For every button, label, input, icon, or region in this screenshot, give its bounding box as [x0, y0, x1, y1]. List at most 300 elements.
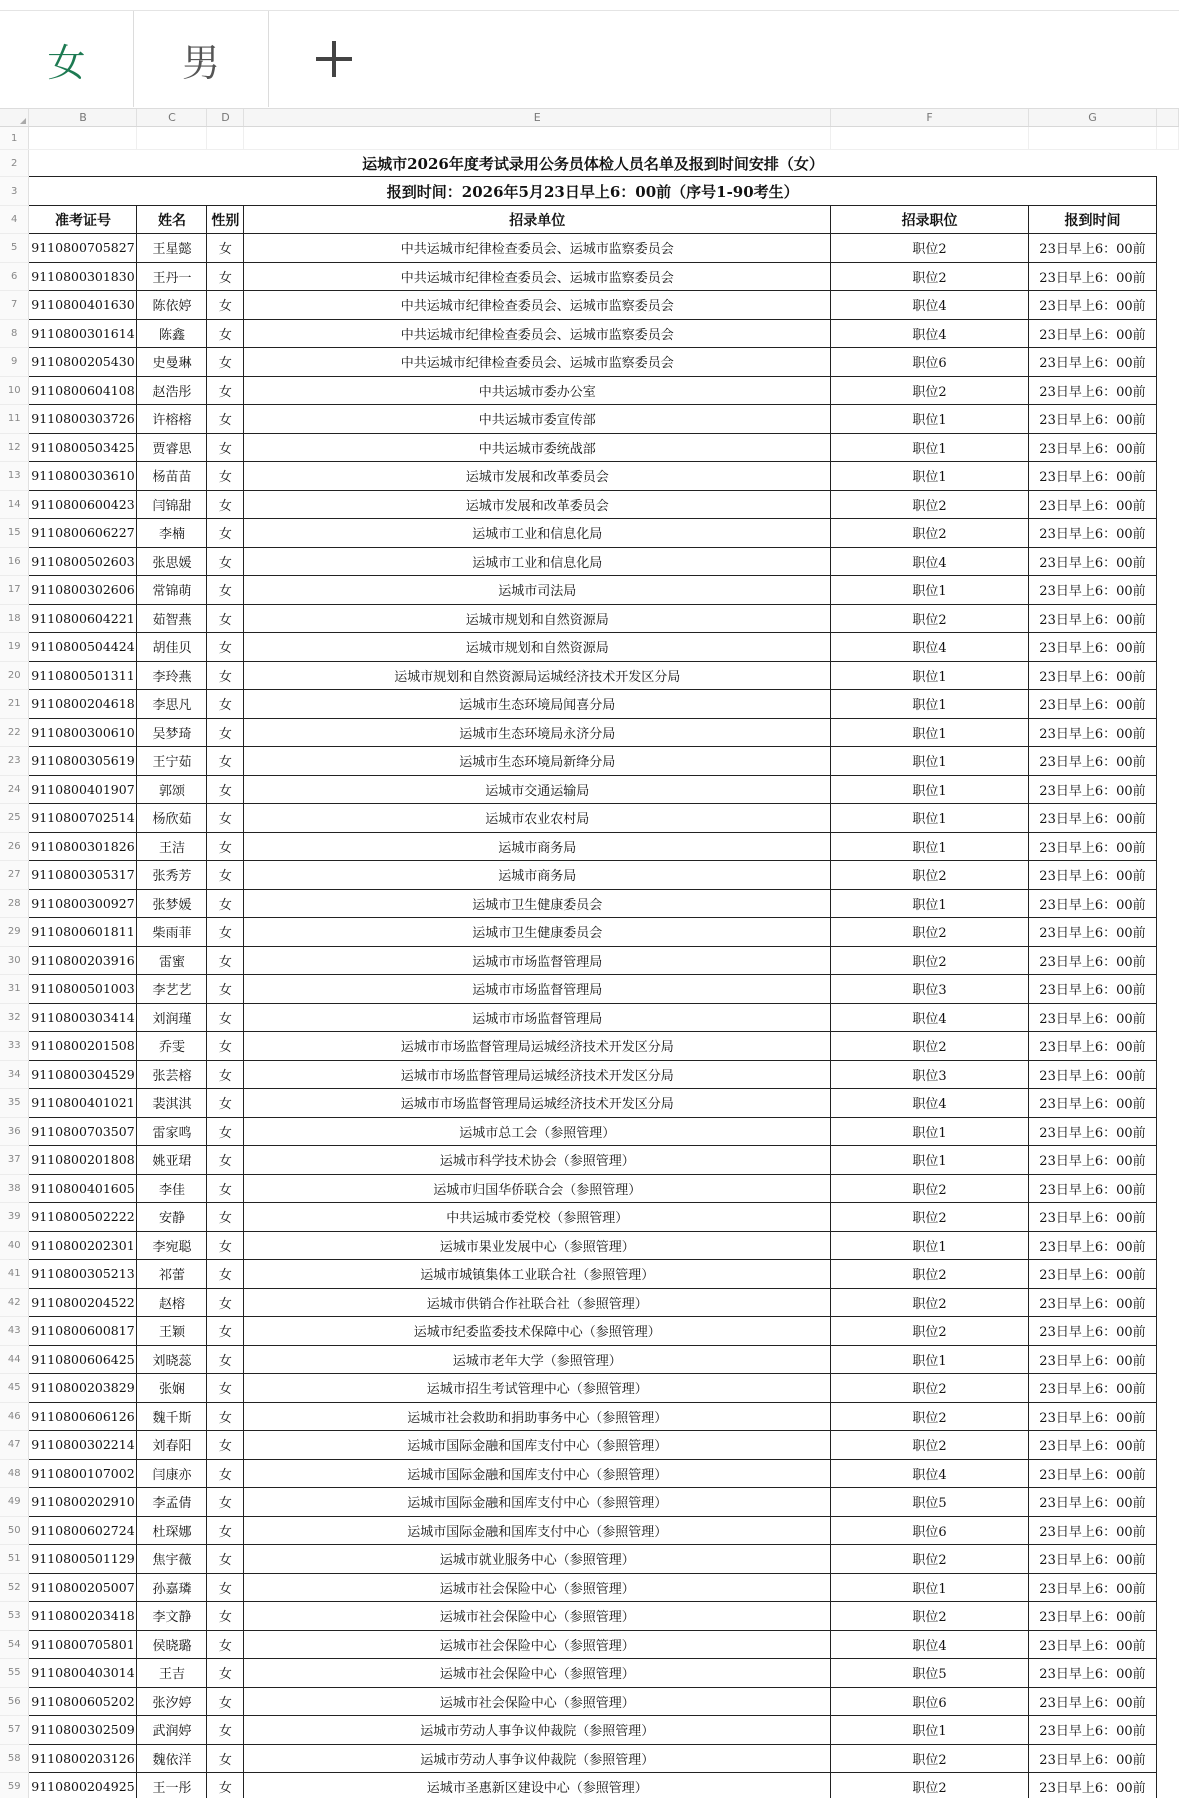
cell-exam-id[interactable]: 9110800203126	[29, 1744, 137, 1773]
row-number[interactable]: 42	[0, 1288, 29, 1317]
cell-gender[interactable]: 女	[207, 1716, 244, 1745]
row-number[interactable]: 17	[0, 576, 29, 605]
column-header-b[interactable]: B	[29, 109, 137, 127]
cell-name[interactable]: 姚亚珺	[137, 1146, 207, 1175]
sheet-tab-female[interactable]: 女	[0, 11, 134, 107]
cell-unit[interactable]: 运城市规划和自然资源局	[244, 604, 831, 633]
cell-gender[interactable]: 女	[207, 1288, 244, 1317]
cell-report-time[interactable]: 23日早上6：00前	[1029, 405, 1157, 434]
cell-exam-id[interactable]: 9110800204618	[29, 690, 137, 719]
cell-report-time[interactable]: 23日早上6：00前	[1029, 291, 1157, 320]
cell-report-time[interactable]: 23日早上6：00前	[1029, 1089, 1157, 1118]
cell-unit[interactable]: 中共运城市委宣传部	[244, 405, 831, 434]
cell-gender[interactable]: 女	[207, 1089, 244, 1118]
cell-unit[interactable]: 运城市圣惠新区建设中心（参照管理）	[244, 1773, 831, 1798]
cell-name[interactable]: 张秀芳	[137, 861, 207, 890]
cell-unit[interactable]: 运城市生态环境局闻喜分局	[244, 690, 831, 719]
cell-exam-id[interactable]: 9110800502603	[29, 547, 137, 576]
row-number[interactable]: 28	[0, 889, 29, 918]
cell-name[interactable]: 赵榕	[137, 1288, 207, 1317]
row-number[interactable]: 48	[0, 1459, 29, 1488]
cell[interactable]	[1156, 1317, 1178, 1346]
cell-gender[interactable]: 女	[207, 1573, 244, 1602]
cell-unit[interactable]: 运城市司法局	[244, 576, 831, 605]
cell-unit[interactable]: 运城市劳动人事争议仲裁院（参照管理）	[244, 1716, 831, 1745]
cell-name[interactable]: 胡佳贝	[137, 633, 207, 662]
cell-exam-id[interactable]: 9110800301830	[29, 262, 137, 291]
cell-name[interactable]: 刘晓蕊	[137, 1345, 207, 1374]
cell-report-time[interactable]: 23日早上6：00前	[1029, 1146, 1157, 1175]
cell-report-time[interactable]: 23日早上6：00前	[1029, 262, 1157, 291]
cell-exam-id[interactable]: 9110800401630	[29, 291, 137, 320]
cell-exam-id[interactable]: 9110800303610	[29, 462, 137, 491]
row-number[interactable]: 27	[0, 861, 29, 890]
cell-name[interactable]: 柴雨菲	[137, 918, 207, 947]
row-number[interactable]: 30	[0, 946, 29, 975]
cell-exam-id[interactable]: 9110800205007	[29, 1573, 137, 1602]
cell-position[interactable]: 职位2	[831, 1374, 1029, 1403]
cell-unit[interactable]: 运城市社会保险中心（参照管理）	[244, 1602, 831, 1631]
cell[interactable]	[1156, 1174, 1178, 1203]
cell-unit[interactable]: 运城市劳动人事争议仲裁院（参照管理）	[244, 1744, 831, 1773]
cell-report-time[interactable]: 23日早上6：00前	[1029, 1630, 1157, 1659]
cell-unit[interactable]: 运城市总工会（参照管理）	[244, 1117, 831, 1146]
cell-exam-id[interactable]: 9110800501003	[29, 975, 137, 1004]
row-number[interactable]: 35	[0, 1089, 29, 1118]
cell-position[interactable]: 职位1	[831, 690, 1029, 719]
row-number[interactable]: 9	[0, 348, 29, 377]
cell-exam-id[interactable]: 9110800302606	[29, 576, 137, 605]
cell-report-time[interactable]: 23日早上6：00前	[1029, 1659, 1157, 1688]
cell-position[interactable]: 职位6	[831, 1687, 1029, 1716]
row-number[interactable]: 12	[0, 433, 29, 462]
cell-report-time[interactable]: 23日早上6：00前	[1029, 376, 1157, 405]
cell-unit[interactable]: 运城市规划和自然资源局	[244, 633, 831, 662]
cell-gender[interactable]: 女	[207, 1345, 244, 1374]
cell-exam-id[interactable]: 9110800702514	[29, 804, 137, 833]
cell-exam-id[interactable]: 9110800301826	[29, 832, 137, 861]
cell[interactable]	[1156, 234, 1178, 263]
row-number[interactable]: 56	[0, 1687, 29, 1716]
cell-exam-id[interactable]: 9110800600423	[29, 490, 137, 519]
cell-name[interactable]: 贾睿思	[137, 433, 207, 462]
row-number[interactable]: 23	[0, 747, 29, 776]
cell-report-time[interactable]: 23日早上6：00前	[1029, 1687, 1157, 1716]
cell-report-time[interactable]: 23日早上6：00前	[1029, 747, 1157, 776]
cell-unit[interactable]: 运城市国际金融和国库支付中心（参照管理）	[244, 1488, 831, 1517]
cell-unit[interactable]: 运城市科学技术协会（参照管理）	[244, 1146, 831, 1175]
cell-unit[interactable]: 运城市社会保险中心（参照管理）	[244, 1573, 831, 1602]
cell-report-time[interactable]: 23日早上6：00前	[1029, 918, 1157, 947]
cell[interactable]	[244, 127, 831, 150]
cell-unit[interactable]: 运城市交通运输局	[244, 775, 831, 804]
cell-report-time[interactable]: 23日早上6：00前	[1029, 946, 1157, 975]
cell-name[interactable]: 安静	[137, 1203, 207, 1232]
cell-gender[interactable]: 女	[207, 861, 244, 890]
cell-gender[interactable]: 女	[207, 918, 244, 947]
cell[interactable]	[1156, 775, 1178, 804]
cell-exam-id[interactable]: 9110800502222	[29, 1203, 137, 1232]
cell-unit[interactable]: 运城市就业服务中心（参照管理）	[244, 1545, 831, 1574]
cell-name[interactable]: 常锦萌	[137, 576, 207, 605]
cell[interactable]	[1156, 604, 1178, 633]
cell[interactable]	[1156, 1345, 1178, 1374]
cell-report-time[interactable]: 23日早上6：00前	[1029, 1117, 1157, 1146]
cell[interactable]	[1156, 946, 1178, 975]
cell-name[interactable]: 王吉	[137, 1659, 207, 1688]
cell-report-time[interactable]: 23日早上6：00前	[1029, 1744, 1157, 1773]
cell-report-time[interactable]: 23日早上6：00前	[1029, 519, 1157, 548]
cell[interactable]	[1156, 1402, 1178, 1431]
cell-name[interactable]: 李佳	[137, 1174, 207, 1203]
row-number[interactable]: 47	[0, 1431, 29, 1460]
cell-exam-id[interactable]: 9110800300610	[29, 718, 137, 747]
cell-name[interactable]: 陈鑫	[137, 319, 207, 348]
cell-report-time[interactable]: 23日早上6：00前	[1029, 832, 1157, 861]
cell-exam-id[interactable]: 9110800606227	[29, 519, 137, 548]
cell-name[interactable]: 郭颂	[137, 775, 207, 804]
cell[interactable]	[1156, 1003, 1178, 1032]
cell-gender[interactable]: 女	[207, 1602, 244, 1631]
cell-exam-id[interactable]: 9110800606126	[29, 1402, 137, 1431]
cell-report-time[interactable]: 23日早上6：00前	[1029, 1459, 1157, 1488]
cell-gender[interactable]: 女	[207, 975, 244, 1004]
cell-position[interactable]: 职位1	[831, 433, 1029, 462]
cell[interactable]	[1156, 1459, 1178, 1488]
cell-gender[interactable]: 女	[207, 1117, 244, 1146]
sheet-title[interactable]: 运城市2026年度考试录用公务员体检人员名单及报到时间安排（女）	[29, 150, 1156, 177]
row-number[interactable]: 7	[0, 291, 29, 320]
row-number[interactable]: 20	[0, 661, 29, 690]
row-number[interactable]: 1	[0, 127, 29, 150]
spreadsheet-grid[interactable]	[0, 109, 1179, 1798]
cell[interactable]	[1156, 376, 1178, 405]
cell-name[interactable]: 乔雯	[137, 1032, 207, 1061]
cell[interactable]	[1156, 1431, 1178, 1460]
cell-unit[interactable]: 中共运城市委办公室	[244, 376, 831, 405]
cell-name[interactable]: 李艺艺	[137, 975, 207, 1004]
row-number[interactable]: 55	[0, 1659, 29, 1688]
cell-exam-id[interactable]: 9110800401021	[29, 1089, 137, 1118]
cell-exam-id[interactable]: 9110800305213	[29, 1260, 137, 1289]
row-number[interactable]: 18	[0, 604, 29, 633]
row-number[interactable]: 50	[0, 1516, 29, 1545]
cell[interactable]	[1156, 832, 1178, 861]
cell[interactable]	[1156, 405, 1178, 434]
cell-name[interactable]: 雷蜜	[137, 946, 207, 975]
cell-position[interactable]: 职位2	[831, 1602, 1029, 1631]
cell-exam-id[interactable]: 9110800202910	[29, 1488, 137, 1517]
cell-unit[interactable]: 中共运城市纪律检查委员会、运城市监察委员会	[244, 234, 831, 263]
row-number[interactable]: 3	[0, 177, 29, 206]
cell-unit[interactable]: 运城市商务局	[244, 832, 831, 861]
cell-report-time[interactable]: 23日早上6：00前	[1029, 1402, 1157, 1431]
cell-exam-id[interactable]: 9110800204522	[29, 1288, 137, 1317]
cell-gender[interactable]: 女	[207, 1402, 244, 1431]
cell-name[interactable]: 魏依洋	[137, 1744, 207, 1773]
cell-report-time[interactable]: 23日早上6：00前	[1029, 319, 1157, 348]
cell-exam-id[interactable]: 9110800503425	[29, 433, 137, 462]
cell-position[interactable]: 职位2	[831, 1402, 1029, 1431]
cell-gender[interactable]: 女	[207, 1260, 244, 1289]
cell-gender[interactable]: 女	[207, 1659, 244, 1688]
cell-unit[interactable]: 运城市招生考试管理中心（参照管理）	[244, 1374, 831, 1403]
cell[interactable]	[1029, 127, 1157, 150]
cell-unit[interactable]: 运城市工业和信息化局	[244, 519, 831, 548]
cell-exam-id[interactable]: 9110800300927	[29, 889, 137, 918]
cell-position[interactable]: 职位2	[831, 1317, 1029, 1346]
cell-name[interactable]: 祁蕾	[137, 1260, 207, 1289]
row-number[interactable]: 10	[0, 376, 29, 405]
cell[interactable]	[1156, 861, 1178, 890]
cell-report-time[interactable]: 23日早上6：00前	[1029, 433, 1157, 462]
cell-position[interactable]: 职位2	[831, 519, 1029, 548]
cell-report-time[interactable]: 23日早上6：00前	[1029, 661, 1157, 690]
cell-report-time[interactable]: 23日早上6：00前	[1029, 1345, 1157, 1374]
cell-report-time[interactable]: 23日早上6：00前	[1029, 633, 1157, 662]
cell-report-time[interactable]: 23日早上6：00前	[1029, 1602, 1157, 1631]
column-header-c[interactable]: C	[137, 109, 207, 127]
cell-position[interactable]: 职位5	[831, 1659, 1029, 1688]
cell-exam-id[interactable]: 9110800705827	[29, 234, 137, 263]
row-number[interactable]: 16	[0, 547, 29, 576]
cell-gender[interactable]: 女	[207, 376, 244, 405]
cell-unit[interactable]: 中共运城市纪律检查委员会、运城市监察委员会	[244, 348, 831, 377]
cell-report-time[interactable]: 23日早上6：00前	[1029, 1431, 1157, 1460]
cell-name[interactable]: 许榕榕	[137, 405, 207, 434]
cell-name[interactable]: 李思凡	[137, 690, 207, 719]
column-header-g[interactable]: G	[1029, 109, 1157, 127]
cell-unit[interactable]: 运城市市场监督管理局	[244, 1003, 831, 1032]
cell-name[interactable]: 张娴	[137, 1374, 207, 1403]
cell[interactable]	[1156, 747, 1178, 776]
cell-report-time[interactable]: 23日早上6：00前	[1029, 690, 1157, 719]
cell-report-time[interactable]: 23日早上6：00前	[1029, 1032, 1157, 1061]
row-number[interactable]: 4	[0, 206, 29, 234]
cell-exam-id[interactable]: 9110800302214	[29, 1431, 137, 1460]
cell-gender[interactable]: 女	[207, 348, 244, 377]
cell-report-time[interactable]: 23日早上6：00前	[1029, 234, 1157, 263]
select-all-corner[interactable]	[0, 109, 29, 127]
cell-gender[interactable]: 女	[207, 1431, 244, 1460]
cell-position[interactable]: 职位1	[831, 576, 1029, 605]
cell-gender[interactable]: 女	[207, 1545, 244, 1574]
cell[interactable]	[1156, 127, 1178, 150]
row-number[interactable]: 49	[0, 1488, 29, 1517]
cell[interactable]	[1156, 1773, 1178, 1798]
cell[interactable]	[1156, 1630, 1178, 1659]
cell-gender[interactable]: 女	[207, 576, 244, 605]
cell-name[interactable]: 李宛聪	[137, 1231, 207, 1260]
cell-gender[interactable]: 女	[207, 946, 244, 975]
cell[interactable]	[1156, 1687, 1178, 1716]
cell-report-time[interactable]: 23日早上6：00前	[1029, 1260, 1157, 1289]
cell-name[interactable]: 闫锦甜	[137, 490, 207, 519]
cell[interactable]	[1156, 889, 1178, 918]
cell-unit[interactable]: 中共运城市纪律检查委员会、运城市监察委员会	[244, 262, 831, 291]
row-number[interactable]: 59	[0, 1773, 29, 1798]
cell-unit[interactable]: 运城市社会保险中心（参照管理）	[244, 1659, 831, 1688]
cell-unit[interactable]: 运城市社会保险中心（参照管理）	[244, 1630, 831, 1659]
cell[interactable]	[1156, 1089, 1178, 1118]
cell-gender[interactable]: 女	[207, 1687, 244, 1716]
header-exam-id[interactable]: 准考证号	[29, 206, 137, 234]
cell-unit[interactable]: 运城市发展和改革委员会	[244, 490, 831, 519]
cell-gender[interactable]: 女	[207, 319, 244, 348]
row-number[interactable]: 46	[0, 1402, 29, 1431]
cell-gender[interactable]: 女	[207, 547, 244, 576]
cell-report-time[interactable]: 23日早上6：00前	[1029, 462, 1157, 491]
cell-position[interactable]: 职位2	[831, 1773, 1029, 1798]
cell-name[interactable]: 闫康亦	[137, 1459, 207, 1488]
cell[interactable]	[1156, 1602, 1178, 1631]
cell-unit[interactable]: 运城市卫生健康委员会	[244, 918, 831, 947]
cell-unit[interactable]: 中共运城市纪律检查委员会、运城市监察委员会	[244, 291, 831, 320]
cell-report-time[interactable]: 23日早上6：00前	[1029, 1773, 1157, 1798]
cell-name[interactable]: 刘润瑾	[137, 1003, 207, 1032]
row-number[interactable]: 57	[0, 1716, 29, 1745]
cell-exam-id[interactable]: 9110800203916	[29, 946, 137, 975]
column-header-f[interactable]: F	[831, 109, 1029, 127]
cell-exam-id[interactable]: 9110800403014	[29, 1659, 137, 1688]
cell-report-time[interactable]: 23日早上6：00前	[1029, 348, 1157, 377]
cell-exam-id[interactable]: 9110800305619	[29, 747, 137, 776]
cell-position[interactable]: 职位1	[831, 775, 1029, 804]
cell[interactable]	[1156, 1117, 1178, 1146]
cell-gender[interactable]: 女	[207, 690, 244, 719]
cell-report-time[interactable]: 23日早上6：00前	[1029, 490, 1157, 519]
cell-gender[interactable]: 女	[207, 405, 244, 434]
cell-exam-id[interactable]: 9110800703507	[29, 1117, 137, 1146]
cell-unit[interactable]: 运城市果业发展中心（参照管理）	[244, 1231, 831, 1260]
cell-exam-id[interactable]: 9110800303414	[29, 1003, 137, 1032]
cell-gender[interactable]: 女	[207, 1317, 244, 1346]
cell-unit[interactable]: 运城市生态环境局新绛分局	[244, 747, 831, 776]
cell-gender[interactable]: 女	[207, 291, 244, 320]
cell-position[interactable]: 职位1	[831, 1117, 1029, 1146]
cell-report-time[interactable]: 23日早上6：00前	[1029, 604, 1157, 633]
cell-exam-id[interactable]: 9110800600817	[29, 1317, 137, 1346]
cell-exam-id[interactable]: 9110800501311	[29, 661, 137, 690]
cell[interactable]	[1156, 1060, 1178, 1089]
cell[interactable]	[1156, 319, 1178, 348]
row-number[interactable]: 31	[0, 975, 29, 1004]
row-number[interactable]: 6	[0, 262, 29, 291]
column-header-e[interactable]: E	[244, 109, 831, 127]
cell-gender[interactable]: 女	[207, 604, 244, 633]
row-number[interactable]: 54	[0, 1630, 29, 1659]
cell[interactable]	[1156, 918, 1178, 947]
cell-gender[interactable]: 女	[207, 1630, 244, 1659]
cell-exam-id[interactable]: 9110800305317	[29, 861, 137, 890]
cell-position[interactable]: 职位2	[831, 376, 1029, 405]
cell-unit[interactable]: 运城市归国华侨联合会（参照管理）	[244, 1174, 831, 1203]
add-sheet-button[interactable]	[269, 11, 399, 107]
header-name[interactable]: 姓名	[137, 206, 207, 234]
cell-gender[interactable]: 女	[207, 262, 244, 291]
cell-position[interactable]: 职位2	[831, 1545, 1029, 1574]
cell-name[interactable]: 李楠	[137, 519, 207, 548]
cell-unit[interactable]: 运城市城镇集体工业联合社（参照管理）	[244, 1260, 831, 1289]
header-gender[interactable]: 性别	[207, 206, 244, 234]
cell[interactable]	[1156, 1288, 1178, 1317]
cell[interactable]	[1156, 804, 1178, 833]
cell-report-time[interactable]: 23日早上6：00前	[1029, 1174, 1157, 1203]
cell[interactable]	[1156, 348, 1178, 377]
row-number[interactable]: 33	[0, 1032, 29, 1061]
cell-name[interactable]: 张汐婷	[137, 1687, 207, 1716]
cell-position[interactable]: 职位2	[831, 946, 1029, 975]
cell-unit[interactable]: 中共运城市委统战部	[244, 433, 831, 462]
cell-position[interactable]: 职位2	[831, 1744, 1029, 1773]
cell-unit[interactable]: 运城市农业农村局	[244, 804, 831, 833]
row-number[interactable]: 14	[0, 490, 29, 519]
cell-position[interactable]: 职位2	[831, 861, 1029, 890]
cell-position[interactable]: 职位2	[831, 1174, 1029, 1203]
cell-exam-id[interactable]: 9110800605202	[29, 1687, 137, 1716]
cell-unit[interactable]: 运城市商务局	[244, 861, 831, 890]
cell-exam-id[interactable]: 9110800302509	[29, 1716, 137, 1745]
cell-position[interactable]: 职位2	[831, 1032, 1029, 1061]
cell-gender[interactable]: 女	[207, 747, 244, 776]
cell-gender[interactable]: 女	[207, 1231, 244, 1260]
cell-name[interactable]: 李文静	[137, 1602, 207, 1631]
cell-position[interactable]: 职位6	[831, 348, 1029, 377]
cell-gender[interactable]: 女	[207, 804, 244, 833]
cell-exam-id[interactable]: 9110800303726	[29, 405, 137, 434]
cell-exam-id[interactable]: 9110800602724	[29, 1516, 137, 1545]
row-number[interactable]: 43	[0, 1317, 29, 1346]
cell-name[interactable]: 雷家鸣	[137, 1117, 207, 1146]
row-number[interactable]: 15	[0, 519, 29, 548]
cell-position[interactable]: 职位5	[831, 1488, 1029, 1517]
cell[interactable]	[1156, 690, 1178, 719]
cell-report-time[interactable]: 23日早上6：00前	[1029, 775, 1157, 804]
cell-gender[interactable]: 女	[207, 1060, 244, 1089]
header-unit[interactable]: 招录单位	[244, 206, 831, 234]
cell-unit[interactable]: 运城市市场监督管理局	[244, 946, 831, 975]
cell-name[interactable]: 张芸榕	[137, 1060, 207, 1089]
cell-exam-id[interactable]: 9110800201808	[29, 1146, 137, 1175]
cell[interactable]	[1156, 433, 1178, 462]
cell-position[interactable]: 职位4	[831, 547, 1029, 576]
header-report-time[interactable]: 报到时间	[1029, 206, 1157, 234]
cell-name[interactable]: 杨欣茹	[137, 804, 207, 833]
cell-gender[interactable]: 女	[207, 490, 244, 519]
cell-name[interactable]: 陈依婷	[137, 291, 207, 320]
cell-gender[interactable]: 女	[207, 1374, 244, 1403]
cell[interactable]	[1156, 1659, 1178, 1688]
cell[interactable]	[1156, 150, 1178, 177]
cell-position[interactable]: 职位1	[831, 889, 1029, 918]
cell-report-time[interactable]: 23日早上6：00前	[1029, 1288, 1157, 1317]
cell-unit[interactable]: 运城市生态环境局永济分局	[244, 718, 831, 747]
cell-report-time[interactable]: 23日早上6：00前	[1029, 1516, 1157, 1545]
cell-exam-id[interactable]: 9110800304529	[29, 1060, 137, 1089]
cell-gender[interactable]: 女	[207, 832, 244, 861]
cell[interactable]	[1156, 1716, 1178, 1745]
row-number[interactable]: 44	[0, 1345, 29, 1374]
cell-position[interactable]: 职位1	[831, 832, 1029, 861]
cell-position[interactable]: 职位4	[831, 291, 1029, 320]
row-number[interactable]: 19	[0, 633, 29, 662]
cell-exam-id[interactable]: 9110800604221	[29, 604, 137, 633]
cell-exam-id[interactable]: 9110800203829	[29, 1374, 137, 1403]
cell-position[interactable]: 职位3	[831, 1060, 1029, 1089]
cell[interactable]	[29, 127, 137, 150]
cell-position[interactable]: 职位1	[831, 1345, 1029, 1374]
cell-report-time[interactable]: 23日早上6：00前	[1029, 1203, 1157, 1232]
